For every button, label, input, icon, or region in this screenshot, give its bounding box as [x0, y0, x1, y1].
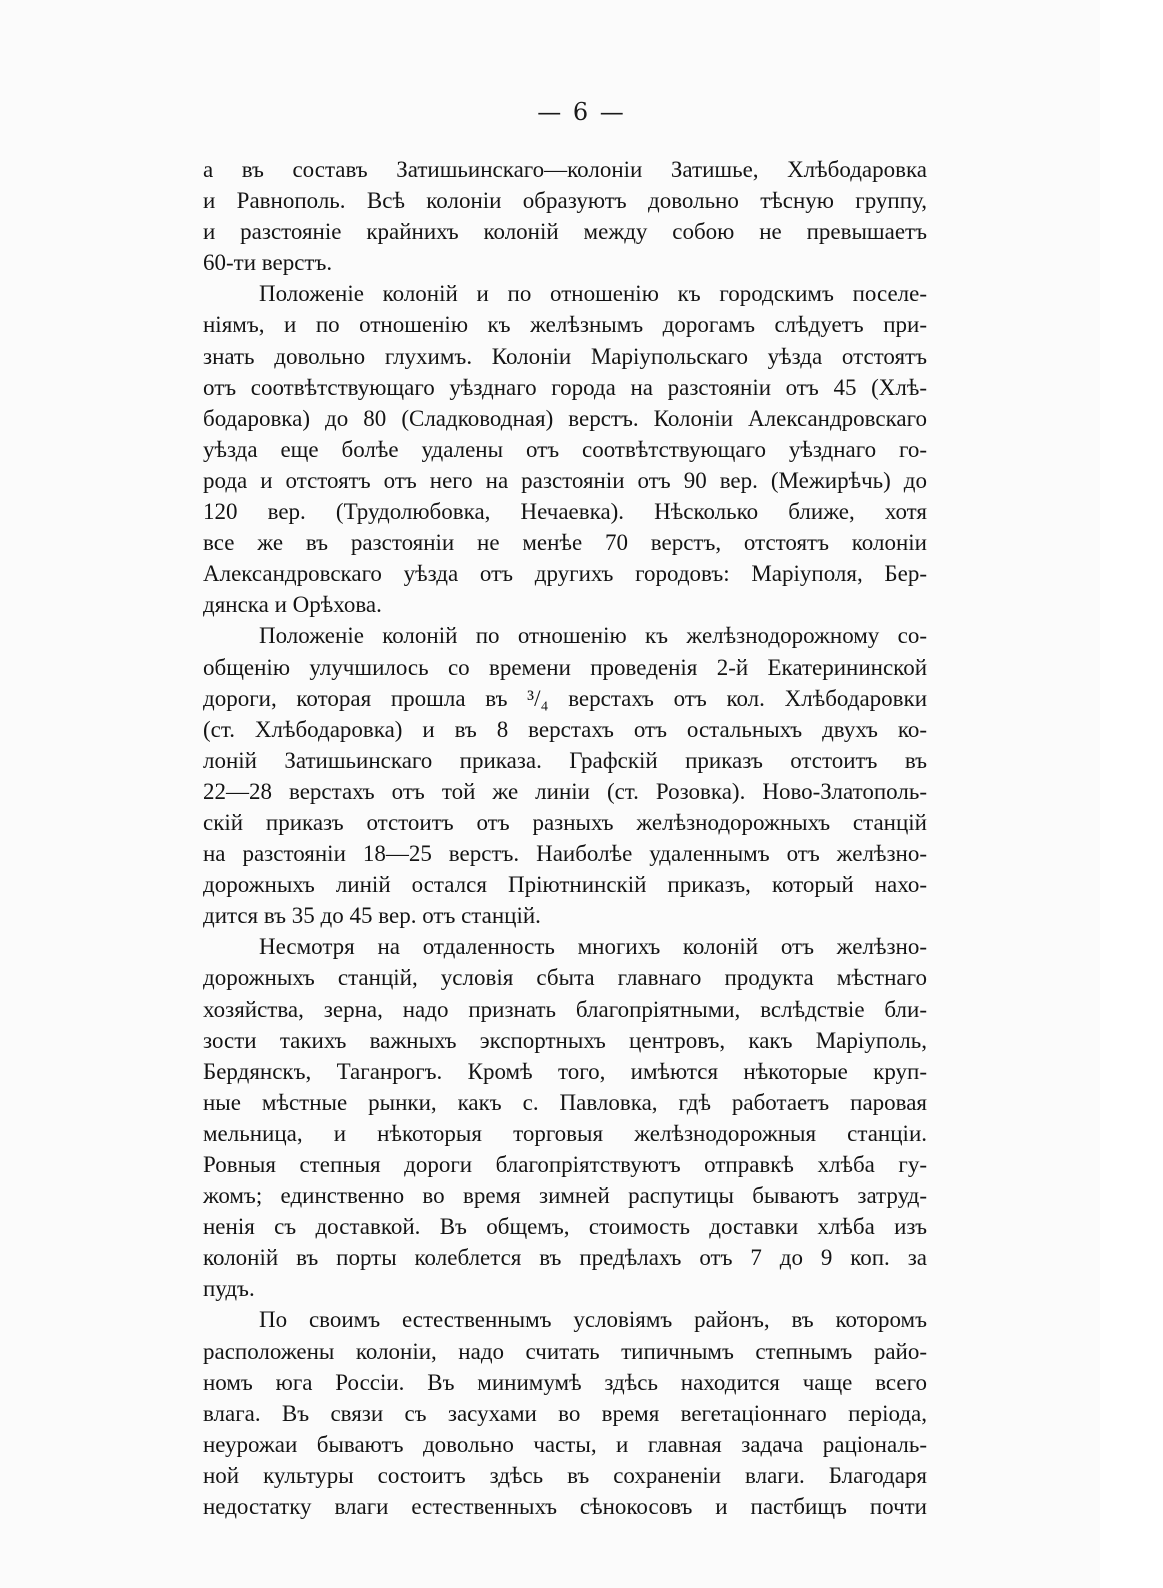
- text-line: а въ составъ Затишьинскаго—колоніи Затишье, Хлѣбодаровка: [203, 157, 927, 182]
- text-line: колоній въ порты колеблется въ предѣлахъ отъ 7 до 9 коп. за: [203, 1245, 927, 1271]
- text-line: хозяйства, зерна, надо признать благопріятными, вслѣдствіе бли-: [203, 996, 927, 1022]
- text-line: дянска и Орѣхова.: [203, 592, 382, 618]
- text-line: уѣзда еще болѣе удалены отъ соотвѣтствующаго уѣзднаго го-: [203, 436, 927, 462]
- text-line: Александровскаго уѣзда отъ другихъ городовъ: Маріуполя, Бер-: [203, 561, 927, 587]
- text-line: 120 вер. (Трудолюбовка, Нечаевка). Нѣсколько ближе, хотя: [203, 499, 927, 525]
- text-line: ненія съ доставкой. Въ общемъ, стоимость доставки хлѣба изъ: [203, 1214, 927, 1240]
- text-line: зости такихъ важныхъ экспортныхъ центровъ, какъ Маріуполь,: [203, 1027, 927, 1053]
- text-line: дорожныхъ станцій, условія сбыта главнаго продукта мѣстнаго: [203, 965, 927, 991]
- text-line: дороги, которая прошла въ ³/₄ верстахъ отъ кол. Хлѣбодаровки: [203, 685, 927, 711]
- text-line: все же въ разстояніи не менѣе 70 верстъ, отстоятъ колоніи: [203, 530, 927, 556]
- text-line: отъ соотвѣтствующаго уѣзднаго города на разстояніи отъ 45 (Хлѣ-: [203, 374, 927, 400]
- text-line: скій приказъ отстоитъ отъ разныхъ желѣзнодорожныхъ станцій: [203, 809, 927, 835]
- text-line: номъ юга Россіи. Въ минимумѣ здѣсь находится чаще всего: [203, 1369, 927, 1395]
- text-line: дится въ 35 до 45 вер. отъ станцій.: [203, 903, 541, 929]
- text-line: влага. Въ связи съ засухами во время вегетаціоннаго періода,: [203, 1400, 927, 1426]
- text-line: дорожныхъ линій остался Пріютнинскій приказъ, который нахо-: [203, 872, 927, 898]
- page-margin-edge: [1100, 0, 1163, 1588]
- text-line: ніямъ, и по отношенію къ желѣзнымъ дорогамъ слѣдуетъ при-: [203, 312, 927, 338]
- body-text: [203, 154, 927, 1522]
- text-line: По своимъ естественнымъ условіямъ районъ, въ которомъ: [259, 1307, 927, 1333]
- text-line: лоній Затишьинскаго приказа. Графскій приказъ отстоитъ въ: [203, 747, 927, 773]
- page-number: — 6 —: [537, 98, 626, 126]
- text-line: (ст. Хлѣбодаровка) и въ 8 верстахъ отъ остальныхъ двухъ ко-: [203, 716, 927, 742]
- text-line: ные мѣстные рынки, какъ с. Павловка, гдѣ работаетъ паровая: [203, 1089, 927, 1115]
- text-line: Положеніе колоній по отношенію къ желѣзнодорожному со-: [259, 623, 927, 649]
- text-line: бодаровка) до 80 (Сладководная) верстъ. Колоніи Александровскаго: [203, 405, 927, 431]
- text-line: знать довольно глухимъ. Колоніи Маріупольскаго уѣзда отстоятъ: [203, 343, 927, 369]
- text-line: Ровныя степныя дороги благопріятствуютъ отправкѣ хлѣба гу-: [203, 1152, 927, 1177]
- text-line: рода и отстоятъ отъ него на разстояніи отъ 90 вер. (Межирѣчь) до: [203, 467, 927, 493]
- text-line: пудъ.: [203, 1276, 255, 1302]
- text-line: ной культуры состоитъ здѣсь въ сохраненіи влаги. Благодаря: [203, 1462, 927, 1488]
- text-line: расположены колоніи, надо считать типичнымъ степнымъ райо-: [203, 1338, 927, 1364]
- text-line: и разстояніе крайнихъ колоній между собою не превышаетъ: [203, 219, 927, 245]
- text-line: общенію улучшилось со времени проведенія 2-й Екатерининской: [203, 654, 927, 680]
- text-line: недостатку влаги естественныхъ сѣнокосовъ и пастбищъ почти: [203, 1494, 927, 1520]
- text-line: 60-ти верстъ.: [203, 250, 333, 276]
- text-line: и Равнополь. Всѣ колоніи образуютъ довольно тѣсную группу,: [203, 188, 927, 214]
- text-line: Положеніе колоній и по отношенію къ городскимъ поселе-: [259, 281, 927, 307]
- text-line: неурожаи бываютъ довольно часты, и главная задача раціональ-: [203, 1431, 927, 1457]
- text-line: мельница, и нѣкоторыя торговыя желѣзнодорожныя станціи.: [203, 1120, 927, 1146]
- text-line: Бердянскъ, Таганрогъ. Кромѣ того, имѣются нѣкоторые круп-: [203, 1058, 927, 1084]
- text-line: на разстояніи 18—25 верстъ. Наиболѣе удаленнымъ отъ желѣзно-: [203, 841, 927, 867]
- text-line: жомъ; единственно во время зимней распутицы бываютъ затруд-: [203, 1183, 927, 1209]
- text-line: Несмотря на отдаленность многихъ колоній отъ желѣзно-: [259, 934, 927, 960]
- text-line: 22—28 верстахъ отъ той же линіи (ст. Розовка). Ново-Златополь-: [203, 778, 927, 804]
